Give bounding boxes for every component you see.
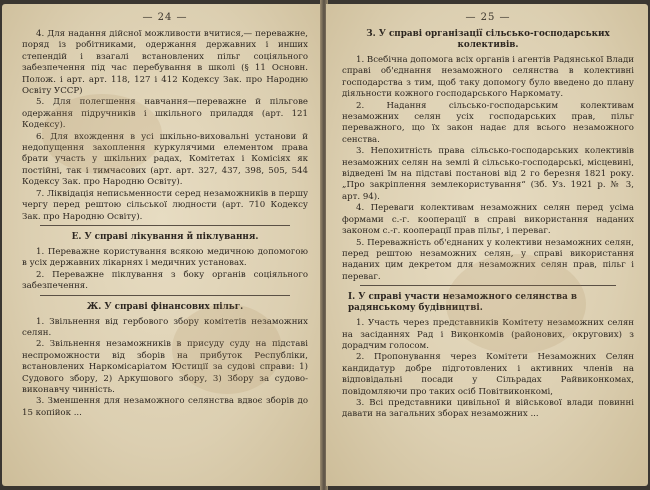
right-paragraph: 1. Участь через представників Комітету незаможних селян на засіданнях Рад і Виконкомів (районових, округових) з дорадчим голосом. [342, 318, 634, 351]
left-paragraph: 2. Переважне піклування з боку органів соціяльного забезпечення. [22, 269, 308, 292]
left-page-number: — 24 — [142, 12, 188, 23]
section-z-heading: З. У справі організації сільсько-господарських колективів. [366, 29, 610, 50]
left-paragraph: 3. Зменшення для незаможного селянства вдвоє зборів до 15 копійок ... [22, 396, 308, 418]
right-paragraph: 3. Всі представники цивільної й військової влади повинні давати на загальних зборах незаможних ... [342, 397, 634, 420]
section-i-heading: І. У справі участи незаможного селянства в радянському будівництві. [348, 292, 578, 314]
right-paragraph: 3. Непохитність права сільсько-господарських колективів незаможних селян на землі й сільсько-господарські, місцевині, відведені їм на підставі постанові від 2 го березня 1821 року. „Про закріплення землекористування“ (Зб. Уз. 1921 р. № 3, арт. 94). [342, 146, 634, 202]
section-e-heading: Е. У справі лікування й піклування. [71, 231, 259, 242]
right-page [326, 4, 648, 486]
section-zh-heading: Ж. У справі фінансових пільг. [86, 301, 244, 312]
divider [40, 295, 290, 296]
right-paragraph: 2. Пропонування через Комітети Незаможних Селян кандидатур добре підготовлених і активних членів на відповідальні посади у Сільрадах Райвиконкомах, повідомляючи про таких осіб Повітвиконкомі, [342, 352, 634, 397]
right-paragraph: 4. Переваги колективам незаможних селян перед усіма формами с.-г. кооперації в справі використання наданих законом с.-г. кооперації прав пільг, і переваг. [342, 203, 634, 237]
left-paragraph: 1. Звільнення від гербового збору комітетів незаможних селян. [22, 316, 308, 338]
left-page [2, 4, 322, 486]
left-paragraph: 1. Переважне користування всякою медичною допомогою в усіх державних лікарнях і медичних установах. [22, 246, 308, 269]
right-paragraph: 1. Всебічна допомога всіх органів і агентів Радянської Влади справі об'єднання незаможного селянства в колективні господарства з тим, щоб таку допомогу було введено до плану діяльности кожного господарського Наркомату. [342, 55, 635, 100]
left-paragraph: 6. Для вхождення в усі шкільно-виховальні установи й недопущення захоплення куркулячими елементом права брати участь у шкільних радах, Комітетах і Комісіях як постійні, так і тимчасових (арт. арт. 327, 437, 398, 505, 544 Кодексу Зак. про Народню Освіту). [22, 131, 308, 188]
right-page-number: — 25 — [465, 12, 511, 23]
left-paragraph: 2. Звільнення незаможників в присуду суду на підставі неспроможности від зборів на прибуток Республіки, встановлених Наркомісаріатом Юстиції за судові справи: 1) Судового збору, 2) Аркушового збору, 3) Збору за судово-виконавчу чинність. [22, 339, 308, 395]
left-paragraph: 4. Для надання дійсної можливости вчитися,— переважне, поряд із робітниками, одержання державних і инших степендій і взагалі встановлених пільг соціяльного забезпечення під час перебування в школі (§ 11 Основн. Полож. і арт. арт. 118, 127 і 412 Кодексу Зак. про Народню Освіту УССР) [22, 29, 308, 97]
left-paragraph: 7. Ліквідація неписьменности серед незаможників в першу чергу перед рештою сільської людности (арт. 710 Кодексу Зак. про Народню Освіту). [22, 188, 308, 222]
divider [40, 225, 290, 226]
divider [360, 285, 616, 286]
right-paragraph: 5. Переважність об'єднаних у колективи незаможних селян, перед рештою незаможних селян, у справі використання наданих цим декретом для незаможних селян прав, пільг і переваг. [342, 237, 634, 282]
right-paragraph: 2. Надання сільсько-господарським колективам незаможних селян усіх господарських прав, пільг переважного, що їх закон надає для всього незаможного сенства. [342, 100, 634, 145]
left-paragraph: 5. Для полегшення навчання—переважне й пільгове одержання підручників і шкільного приладдя (арт. 121 Кодексу). [22, 97, 308, 131]
